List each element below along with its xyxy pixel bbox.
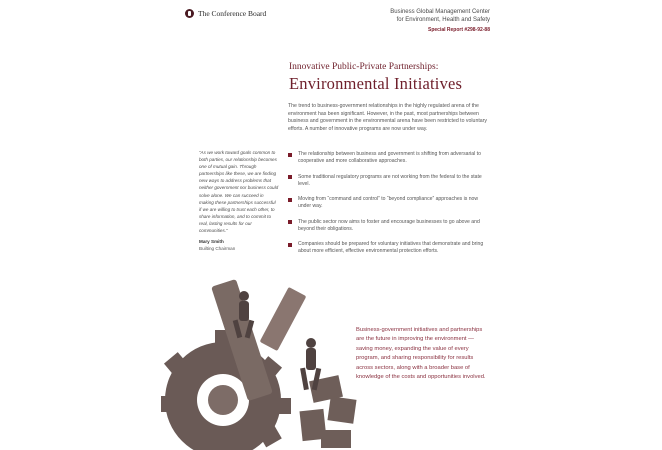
org-line-1: Business Global Management Center: [390, 9, 490, 15]
list-item-text: Some traditional regulatory programs are not working from the federal to the state level.: [298, 173, 482, 187]
list-item: [288, 151, 488, 165]
bullet-square-icon: [288, 220, 292, 224]
quote-text: “As we work toward goals common to both parties, our relationship becomes one of mutual gain. Through partnerships like these, we are finding new ways to address problems that neither government nor business could solve alone. We can succeed in making these partnerships successful if we are willing to trust each other, to share information, and to commit to real, lasting results for our communities.”: [199, 150, 279, 234]
list-item: [288, 241, 488, 255]
quote-author-title: Builting Chairman: [199, 246, 236, 252]
list-item: [288, 196, 488, 210]
pull-quote: [199, 149, 279, 252]
report-title: Environmental Initiatives: [289, 74, 463, 93]
bullet-square-icon: [288, 175, 292, 179]
list-item-text: The relationship between business and government is shifting from adversarial to cooperative and more collaborative approaches.: [298, 151, 481, 164]
list-item-text: Companies should be prepared for voluntary initiatives that demonstrate and bring about more efficient, effective environmental protection efforts.: [298, 241, 484, 254]
findings-list: [288, 151, 488, 264]
org-header: [390, 9, 490, 35]
list-item: [288, 219, 488, 233]
report-kicker: Innovative Public-Private Partnerships:: [289, 62, 439, 72]
list-item: [288, 174, 488, 188]
quote-author: Mary Smith: [199, 239, 224, 245]
list-item-text: Moving from “command and control” to “beyond compliance” approaches is now under way.: [298, 196, 479, 209]
conference-board-emblem-icon: [185, 9, 194, 18]
bullet-square-icon: [288, 198, 292, 202]
intro-paragraph: The trend to business-government relationships in the highly regulated arena of the environment has been significant. However, in the past, most partnerships between business and government in the environmental arena have been restricted to voluntary efforts. A number of innovative programs are now under way.: [288, 103, 487, 132]
report-cover-page: [161, 0, 500, 450]
report-label: Special Report #298-92-88: [428, 27, 490, 33]
bullet-square-icon: [288, 153, 292, 157]
bullet-square-icon: [288, 243, 292, 247]
list-item-text: The public sector now aims to foster and encourage businesses to go above and beyond their obligations.: [298, 218, 480, 232]
callout-text: Business-government initiatives and partnerships are the future in improving the environment — saving money, expanding the value of every program, and sharing responsibility for results across sectors, along with a broader base of knowledge of the costs and opportunities involved.: [356, 327, 486, 381]
org-line-2: for Environment, Health and Safety: [396, 16, 490, 23]
brand-name: The Conference Board: [198, 9, 267, 18]
brand-logo: [185, 9, 266, 18]
